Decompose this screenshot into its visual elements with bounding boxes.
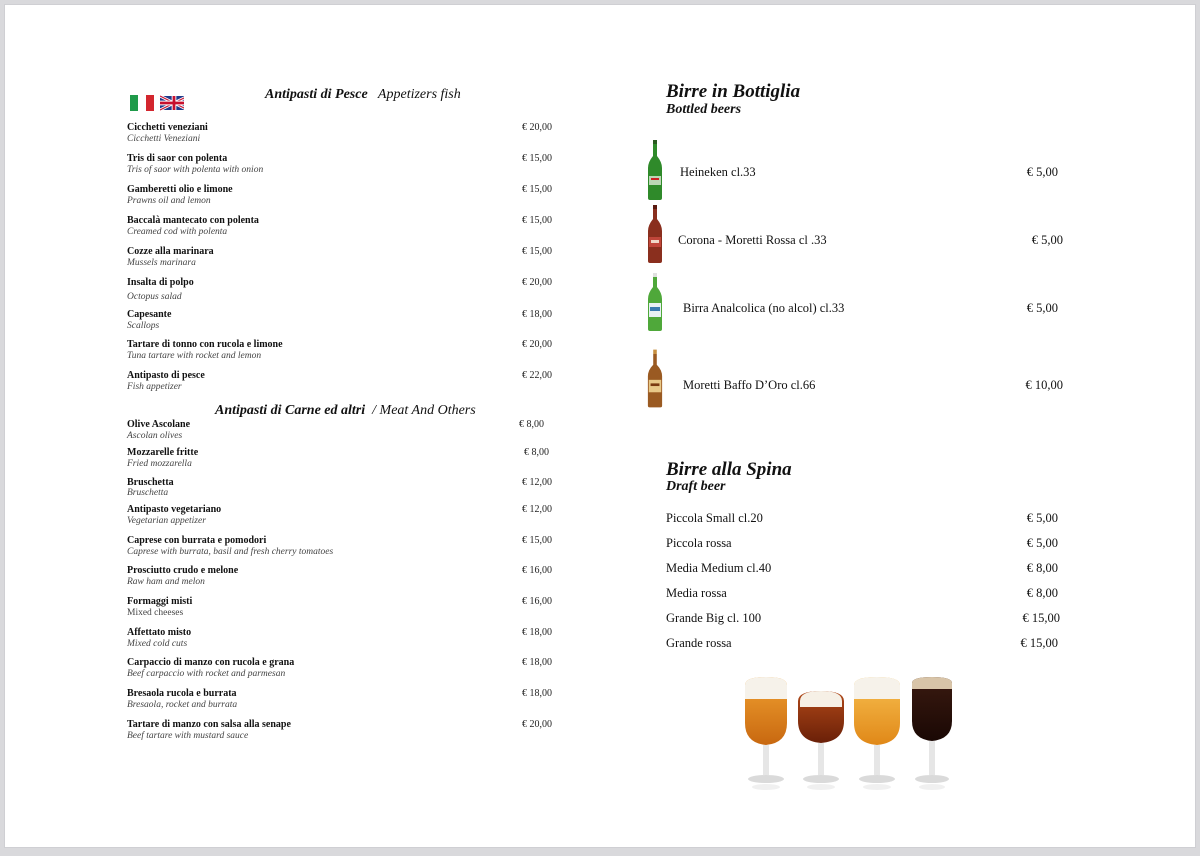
amber-beer-glass-icon <box>745 677 787 790</box>
bottle-row <box>643 346 1063 406</box>
draft-row <box>666 636 1058 656</box>
menu-item <box>127 565 552 588</box>
baffo-doro-bottle-icon <box>647 346 663 411</box>
draft-price: € 8,00 <box>1026 586 1058 600</box>
draft-beers-subtitle: Draft beer <box>666 479 726 494</box>
menu-item <box>127 419 552 442</box>
item-name: Bruschetta <box>127 477 174 488</box>
item-desc: Mussels marinara <box>127 258 196 268</box>
draft-name: Piccola rossa <box>666 536 732 550</box>
item-desc: Tris of saor with polenta with onion <box>127 165 264 175</box>
beer-glasses-image <box>740 673 960 803</box>
item-name: Bresaola rucola e burrata <box>127 688 237 699</box>
draft-price: € 15,00 <box>1022 611 1060 625</box>
item-name: Mozzarelle fritte <box>127 447 199 458</box>
bottle-row <box>643 205 1063 265</box>
bottled-beers-title: Birre in Bottiglia <box>666 81 801 102</box>
item-desc: Creamed cod with polenta <box>127 227 228 237</box>
draft-row <box>666 511 1058 531</box>
item-name: Insalta di polpo <box>127 277 194 288</box>
item-price: € 18,00 <box>522 627 552 638</box>
item-price: € 20,00 <box>522 339 552 350</box>
item-name: Caprese con burrata e pomodori <box>127 535 267 546</box>
item-price: € 20,00 <box>522 122 552 133</box>
item-price: € 18,00 <box>522 309 552 320</box>
item-desc: Beef carpaccio with rocket and parmesan <box>127 669 286 679</box>
item-desc: Caprese with burrata, basil and fresh cherry tomatoes <box>127 547 334 557</box>
menu-item <box>127 504 552 527</box>
bottle-row <box>643 273 1061 333</box>
item-name: Capesante <box>127 309 172 320</box>
menu-item <box>127 719 552 742</box>
draft-name: Media rossa <box>666 586 727 600</box>
menu-item <box>127 477 552 498</box>
item-desc: Prawns oil and lemon <box>127 196 211 206</box>
item-desc: Tuna tartare with rocket and lemon <box>127 351 262 361</box>
draft-row <box>666 586 1058 606</box>
analcolica-bottle-icon <box>647 273 663 331</box>
beer-price: € 10,00 <box>1025 378 1063 392</box>
item-desc: Beef tartare with mustard sauce <box>127 731 249 741</box>
menu-item <box>127 184 552 207</box>
item-desc: Mixed cheeses <box>127 608 184 618</box>
beer-price: € 5,00 <box>1026 165 1058 179</box>
item-price: € 16,00 <box>522 565 552 576</box>
item-name: Olive Ascolane <box>127 419 191 430</box>
menu-item <box>127 339 552 362</box>
menu-item <box>127 122 552 145</box>
menu-item <box>127 447 552 470</box>
item-name: Baccalà mantecato con polenta <box>127 215 259 226</box>
item-name: Prosciutto crudo e melone <box>127 565 239 576</box>
item-name: Gamberetti olio e limone <box>127 184 233 195</box>
item-price: € 16,00 <box>522 596 552 607</box>
menu-item <box>127 657 552 680</box>
item-price: € 12,00 <box>522 504 552 515</box>
draft-price: € 5,00 <box>1026 536 1058 550</box>
fish-section-title <box>265 87 461 103</box>
item-price: € 18,00 <box>522 657 552 668</box>
draft-price: € 8,00 <box>1026 561 1058 575</box>
item-desc: Fish appetizer <box>127 382 182 392</box>
menu-item <box>127 535 552 558</box>
item-desc: Scallops <box>127 321 160 331</box>
beer-name: Corona - Moretti Rossa cl .33 <box>678 233 827 247</box>
fish-title-en: Appetizers fish <box>377 87 461 102</box>
menu-item <box>127 246 552 269</box>
beer-price: € 5,00 <box>1031 233 1063 247</box>
menu-item <box>127 596 552 619</box>
golden-beer-glass-icon <box>854 677 900 790</box>
item-price: € 18,00 <box>522 688 552 699</box>
item-desc: Cicchetti Veneziani <box>127 134 201 144</box>
draft-row <box>666 536 1058 556</box>
item-name: Formaggi misti <box>127 596 193 607</box>
item-price: € 15,00 <box>522 215 552 226</box>
corona-moretti-bottle-icon <box>647 205 663 263</box>
menu-item <box>127 627 552 650</box>
menu-item <box>127 309 552 332</box>
meat-title-it: Antipasti di Carne ed altri <box>215 403 366 418</box>
item-desc: Ascolan olives <box>127 431 183 441</box>
menu-item <box>127 153 552 176</box>
fish-title-it: Antipasti di Pesce <box>265 87 368 102</box>
item-desc: Bresaola, rocket and burrata <box>127 700 238 710</box>
item-name: Tris di saor con polenta <box>127 153 228 164</box>
language-flags <box>130 95 184 111</box>
item-price: € 12,00 <box>522 477 552 488</box>
menu-item <box>127 277 552 303</box>
item-name: Affettato misto <box>127 627 192 638</box>
dark-beer-glass-icon <box>912 677 952 790</box>
menu-item <box>127 688 552 711</box>
item-name: Carpaccio di manzo con rucola e grana <box>127 657 295 668</box>
item-name: Antipasto vegetariano <box>127 504 222 515</box>
draft-price: € 15,00 <box>1020 636 1058 650</box>
item-price: € 22,00 <box>522 370 552 381</box>
draft-name: Media Medium cl.40 <box>666 561 772 575</box>
item-desc: Bruschetta <box>127 488 169 498</box>
draft-name: Grande rossa <box>666 636 732 650</box>
item-name: Antipasto di pesce <box>127 370 205 381</box>
item-price: € 15,00 <box>522 535 552 546</box>
meat-section-title <box>215 403 476 419</box>
red-beer-glass-icon <box>798 691 844 790</box>
item-price: € 15,00 <box>522 184 552 195</box>
menu-item <box>127 370 552 393</box>
item-desc: Fried mozzarella <box>127 459 192 469</box>
item-price: € 15,00 <box>522 246 552 257</box>
draft-beers-title: Birre alla Spina <box>666 459 792 480</box>
item-desc: Raw ham and melon <box>127 577 205 587</box>
item-desc: Octopus salad <box>127 292 182 302</box>
italy-flag-icon[interactable] <box>130 95 154 111</box>
item-price: € 15,00 <box>522 153 552 164</box>
draft-name: Grande Big cl. 100 <box>666 611 762 625</box>
item-name: Cozze alla marinara <box>127 246 214 257</box>
beer-name: Moretti Baffo D’Oro cl.66 <box>683 378 816 392</box>
draft-row <box>666 561 1058 581</box>
draft-price: € 5,00 <box>1026 511 1058 525</box>
menu-item <box>127 215 552 238</box>
uk-flag-icon[interactable] <box>160 95 184 111</box>
item-name: Cicchetti veneziani <box>127 122 208 133</box>
beer-price: € 5,00 <box>1026 301 1058 315</box>
item-desc: Mixed cold cuts <box>127 639 188 649</box>
bottle-row <box>643 140 1061 200</box>
meat-title-en: / Meat And Others <box>372 403 476 418</box>
draft-name: Piccola Small cl.20 <box>666 511 763 525</box>
item-name: Tartare di manzo con salsa alla senape <box>127 719 291 730</box>
bottled-beers-subtitle: Bottled beers <box>666 102 742 117</box>
item-desc: Vegetarian appetizer <box>127 516 206 526</box>
item-price: € 8,00 <box>524 447 549 458</box>
item-name: Tartare di tonno con rucola e limone <box>127 339 283 350</box>
item-price: € 20,00 <box>522 277 552 288</box>
item-price: € 20,00 <box>522 719 552 730</box>
beer-name: Birra Analcolica (no alcol) cl.33 <box>683 301 845 315</box>
draft-row <box>666 611 1060 631</box>
heineken-bottle-icon <box>647 140 663 200</box>
beer-name: Heineken cl.33 <box>680 165 756 179</box>
item-price: € 8,00 <box>519 419 544 430</box>
